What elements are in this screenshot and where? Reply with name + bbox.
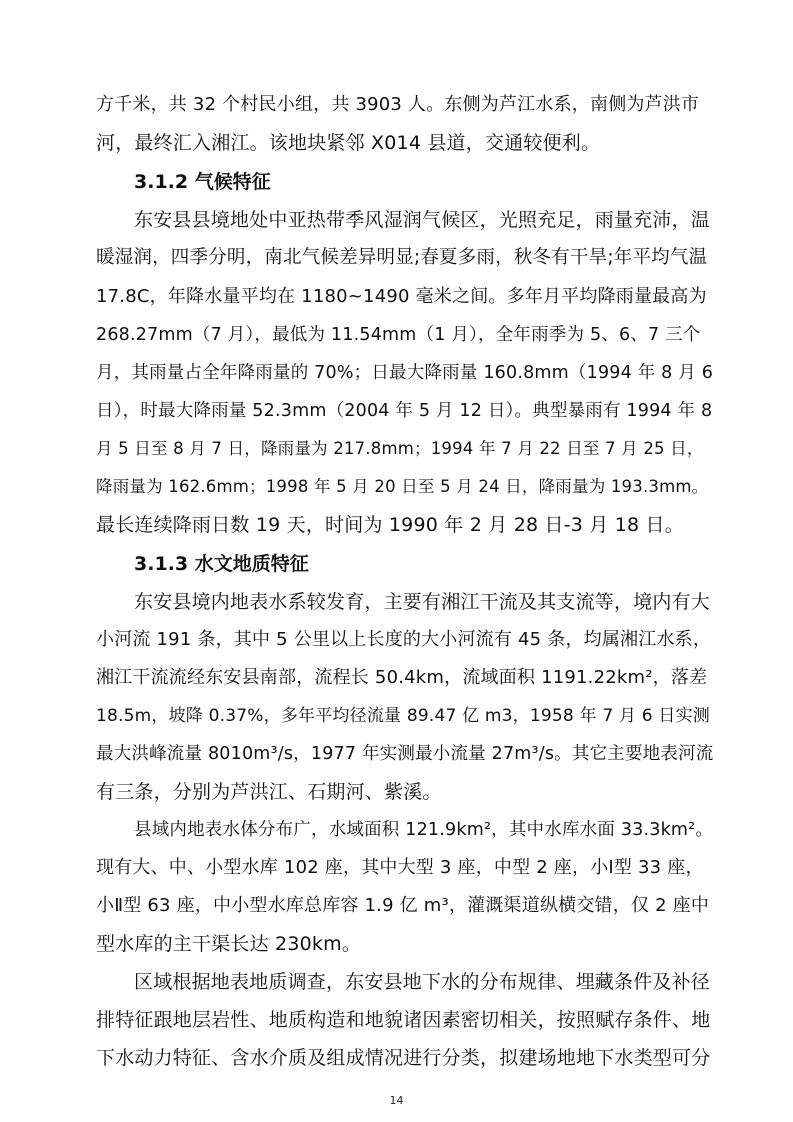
- page-number: 14: [389, 1094, 404, 1107]
- paragraph-line: 方千米，共 32 个村民小组，共 3903 人。东侧为芦江水系，南侧为芦洪市: [96, 94, 700, 115]
- paragraph-line: 县域内地表水体分布广，水域面积 121.9km²，其中水库水面 33.3km²。: [134, 820, 714, 840]
- paragraph-line: 18.5m，坡降 0.37%，多年平均径流量 89.47 亿 m3，1958 年 7 月 6 日实测: [96, 706, 710, 726]
- paragraph-line: 月，其雨量占全年降雨量的 70%；日最大降雨量 160.8mm（1994 年 8 月 6: [96, 363, 714, 383]
- section-heading-climate: 3.1.2 气候特征: [134, 171, 271, 193]
- paragraph-line: 最长连续降雨日数 19 天，时间为 1990 年 2 月 28 日-3 月 18 日。: [96, 514, 684, 536]
- paragraph-line: 现有大、中、小型水库 102 座，其中大型 3 座，中型 2 座，小Ⅰ型 33 座，: [96, 857, 704, 878]
- section-heading-hydrogeology: 3.1.3 水文地质特征: [134, 553, 309, 575]
- paragraph-line: 东安县境内地表水系较发育，主要有湘江干流及其支流等，境内有大: [134, 591, 711, 613]
- paragraph-line: 区域根据地表地质调查，东安县地下水的分布规律、埋藏条件及补径: [134, 971, 711, 993]
- paragraph-line: 东安县县境地处中亚热带季风湿润气候区，光照充足，雨量充沛，温: [134, 209, 711, 231]
- paragraph-line: 日），时最大降雨量 52.3mm（2004 年 5 月 12 日）。典型暴雨有 1994 年 8: [96, 401, 713, 421]
- paragraph-line: 268.27mm（7 月），最低为 11.54mm（1 月），全年雨季为 5、6、7 三个: [96, 325, 701, 345]
- paragraph-line: 排特征跟地层岩性、地质构造和地貌诸因素密切相关，按照赋存条件、地: [96, 1009, 711, 1031]
- paragraph-line: 最大洪峰流量 8010m³/s，1977 年实测最小流量 27m³/s。其它主要地表河流: [96, 744, 714, 764]
- paragraph-line: 降雨量为 162.6mm；1998 年 5 月 20 日至 5 月 24 日，降雨量为 193.3mm。: [96, 477, 709, 496]
- paragraph-line: 小河流 191 条，其中 5 公里以上长度的大小河流有 45 条，均属湘江水系，: [96, 629, 712, 650]
- paragraph-line: 暖湿润，四季分明，南北气候差异明显;春夏多雨，秋冬有干旱;年平均气温: [96, 247, 708, 268]
- paragraph-line: 型水库的主干渠长达 230km。: [96, 933, 362, 955]
- paragraph-line: 小Ⅱ型 63 座，中小型水库总库容 1.9 亿 m³，灌溉渠道纵横交错，仅 2 座中: [96, 895, 710, 916]
- paragraph-line: 17.8C，年降水量平均在 1180~1490 毫米之间。多年月平均降雨量最高为: [96, 286, 707, 307]
- paragraph-line: 湘江干流流经东安县南部，流程长 50.4km，流域面积 1191.22km²，落差: [96, 667, 708, 688]
- paragraph-line: 有三条，分别为芦洪江、石期河、紫溪。: [96, 781, 442, 803]
- paragraph-line: 河，最终汇入湘江。该地块紧邻 X014 县道，交通较便利。: [96, 132, 601, 154]
- paragraph-line: 月 5 日至 8 月 7 日，降雨量为 217.8mm；1994 年 7 月 22 日至 7 月 25 日，: [96, 439, 704, 458]
- paragraph-line: 下水动力特征、含水介质及组成情况进行分类，拟建场地地下水类型可分: [96, 1047, 711, 1069]
